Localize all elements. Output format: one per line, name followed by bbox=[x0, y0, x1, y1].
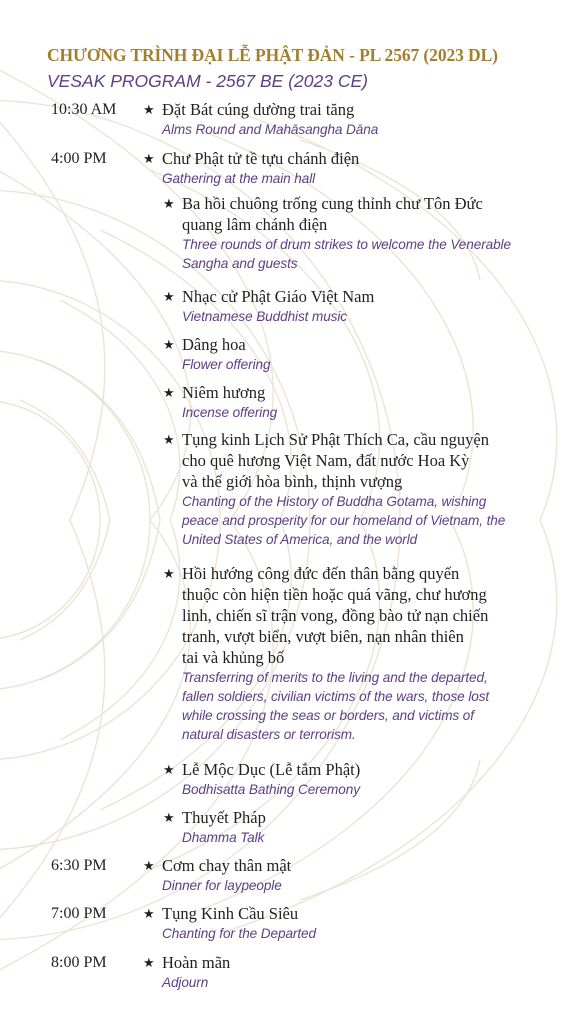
program-time: 10:30 AM bbox=[51, 101, 117, 118]
item-title-vi: và thế giới hòa bình, thịnh vượng bbox=[182, 472, 403, 491]
item-title-vi: Lễ Mộc Dục (Lễ tắm Phật) bbox=[182, 760, 361, 779]
item-title-en: Incense offering bbox=[182, 405, 278, 420]
star-bullet-icon: ★ bbox=[163, 196, 175, 211]
item-title-vi: Niêm hương bbox=[182, 383, 266, 402]
page-subtitle: VESAK PROGRAM - 2567 BE (2023 CE) bbox=[47, 71, 368, 91]
item-title-vi: cho quê hương Việt Nam, đất nước Hoa Kỳ bbox=[182, 451, 470, 470]
item-title-vi: Ba hồi chuông trống cung thỉnh chư Tôn Đức bbox=[182, 194, 483, 213]
item-title-vi: Chư Phật tử tề tựu chánh điện bbox=[162, 149, 360, 168]
item-title-en: while crossing the seas or borders, and victims of bbox=[182, 708, 474, 723]
program-time: 8:00 PM bbox=[51, 954, 107, 971]
item-title-vi: Hồi hướng công đức đến thân bằng quyến bbox=[182, 564, 460, 583]
item-title-en: Transferring of merits to the living and the departed, bbox=[182, 670, 488, 685]
item-title-en: Alms Round and Mahāsangha Dāna bbox=[162, 122, 379, 137]
item-title-en: Chanting of the History of Buddha Gotama, wishing bbox=[182, 494, 487, 509]
item-title-vi: linh, chiến sĩ trận vong, đồng bào tử nạn chiến bbox=[182, 606, 489, 625]
item-title-en: Flower offering bbox=[182, 357, 271, 372]
program-time: 4:00 PM bbox=[51, 150, 107, 167]
item-title-vi: Cơm chay thân mật bbox=[162, 856, 292, 875]
item-title-vi: Tụng Kinh Cầu Siêu bbox=[162, 904, 299, 923]
star-bullet-icon: ★ bbox=[143, 858, 155, 873]
item-title-en: United States of America, and the world bbox=[182, 532, 418, 547]
item-title-vi: quang lâm chánh điện bbox=[182, 215, 328, 234]
program-time: 6:30 PM bbox=[51, 857, 107, 874]
star-bullet-icon: ★ bbox=[163, 432, 175, 447]
item-title-vi: tai và khủng bố bbox=[182, 648, 285, 667]
star-bullet-icon: ★ bbox=[163, 337, 175, 352]
item-title-en: fallen soldiers, civilian victims of the wars, those lost bbox=[182, 689, 490, 704]
star-bullet-icon: ★ bbox=[163, 289, 175, 304]
item-title-vi: Thuyết Pháp bbox=[182, 808, 266, 827]
item-title-vi: Dâng hoa bbox=[182, 335, 246, 354]
page-title: CHƯƠNG TRÌNH ĐẠI LỄ PHẬT ĐẢN - PL 2567 (2023 DL) bbox=[47, 45, 498, 65]
star-bullet-icon: ★ bbox=[163, 566, 175, 581]
item-title-en: peace and prosperity for our homeland of Vietnam, the bbox=[182, 513, 506, 528]
item-title-en: Adjourn bbox=[162, 975, 209, 990]
item-title-vi: tranh, vượt biển, vượt biên, nạn nhân thiên bbox=[182, 627, 464, 646]
program-time: 7:00 PM bbox=[51, 905, 107, 922]
item-title-en: Sangha and guests bbox=[182, 256, 298, 271]
item-title-en: Dhamma Talk bbox=[182, 830, 265, 845]
item-title-en: natural disasters or terrorism. bbox=[182, 727, 356, 742]
star-bullet-icon: ★ bbox=[143, 151, 155, 166]
item-title-en: Vietnamese Buddhist music bbox=[182, 309, 347, 324]
star-bullet-icon: ★ bbox=[163, 385, 175, 400]
star-bullet-icon: ★ bbox=[163, 810, 175, 825]
star-bullet-icon: ★ bbox=[143, 102, 155, 117]
item-title-en: Gathering at the main hall bbox=[162, 171, 316, 186]
item-title-vi: Tụng kinh Lịch Sử Phật Thích Ca, cầu nguyện bbox=[182, 430, 489, 449]
item-title-en: Bodhisatta Bathing Ceremony bbox=[182, 782, 360, 797]
star-bullet-icon: ★ bbox=[163, 762, 175, 777]
item-title-en: Chanting for the Departed bbox=[162, 926, 316, 941]
item-title-en: Three rounds of drum strikes to welcome the Venerable bbox=[182, 237, 511, 252]
star-bullet-icon: ★ bbox=[143, 906, 155, 921]
star-bullet-icon: ★ bbox=[143, 955, 155, 970]
item-title-en: Dinner for laypeople bbox=[162, 878, 282, 893]
item-title-vi: Nhạc cử Phật Giáo Việt Nam bbox=[182, 287, 375, 306]
item-title-vi: Đặt Bát cúng dường trai tăng bbox=[162, 100, 355, 119]
item-title-vi: thuộc còn hiện tiền hoặc quá vãng, chư hương bbox=[182, 585, 487, 604]
item-title-vi: Hoàn mãn bbox=[162, 953, 231, 972]
